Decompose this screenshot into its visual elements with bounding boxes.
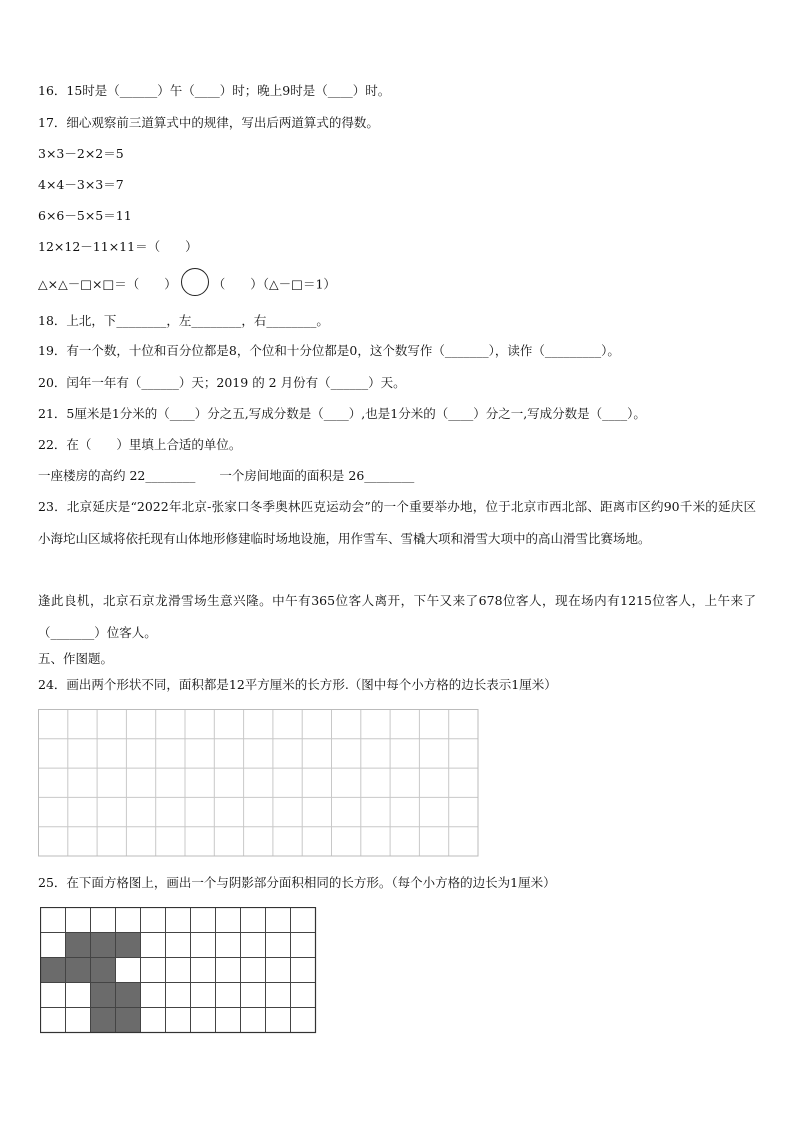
shaded-cell bbox=[91, 1008, 116, 1033]
question-19: 19．有一个数，十位和百分位都是8，个位和十分位都是0，这个数写作（_______），读作（_________）。 bbox=[38, 343, 620, 358]
shaded-cell bbox=[91, 958, 116, 983]
grid-border bbox=[39, 710, 479, 857]
shaded-cell bbox=[41, 958, 66, 983]
question-20: 20．闰年一年有（______）天；2019 的 2 月份有（______）天。 bbox=[38, 375, 406, 390]
question-22-a: 一座楼房的高约 22________ bbox=[38, 468, 196, 483]
shaded-cell bbox=[91, 983, 116, 1008]
question-22-prompt: 22．在（ ）里填上合适的单位。 bbox=[38, 437, 242, 452]
eq5-left: △×△－□×□＝（ ） bbox=[38, 276, 177, 292]
question-16: 16．15时是（______）午（____）时；晚上9时是（____）时。 bbox=[38, 83, 391, 98]
question-17-eq5 bbox=[38, 274, 336, 296]
shaded-cell bbox=[66, 958, 91, 983]
shaded-cell bbox=[116, 1008, 141, 1033]
shaded-cell bbox=[116, 933, 141, 958]
question-21: 21．5厘米是1分米的（____）分之五,写成分数是（____）,也是1分米的（____）分之一,写成分数是（____）。 bbox=[38, 406, 646, 421]
question-22-answers bbox=[38, 467, 414, 485]
shaded-cell bbox=[91, 933, 116, 958]
question-24-prompt: 24．画出两个形状不同，面积都是12平方厘米的长方形.（图中每个小方格的边长表示1厘米） bbox=[38, 677, 557, 692]
section-5-heading: 五、作图题。 bbox=[38, 651, 114, 666]
grid-25[interactable] bbox=[40, 907, 317, 1034]
shaded-cell bbox=[116, 983, 141, 1008]
eq5-right: （ ）（△－□＝1） bbox=[212, 276, 336, 292]
question-23-para1: 23．北京延庆是“2022年北京-张家口冬季奥林匹克运动会”的一个重要举办地，位于北京市西北部、距离市区约90千米的延庆区小海坨山区域将依托现有山体地形修建临时场地设施，用作雪车、雪橇大项和滑雪大项中的高山滑雪比赛场地。 bbox=[38, 499, 756, 546]
question-25-prompt: 25．在下面方格图上，画出一个与阴影部分面积相同的长方形。（每个小方格的边长为1厘米） bbox=[38, 875, 556, 890]
question-17-eq3: 6×6－5×5＝11 bbox=[38, 208, 132, 223]
question-22-b: 一个房间地面的面积是 26________ bbox=[219, 468, 415, 483]
question-17-eq2: 4×4－3×3＝7 bbox=[38, 177, 124, 192]
question-17-eq4: 12×12－11×11＝（ ） bbox=[38, 239, 198, 254]
question-17-prompt: 17．细心观察前三道算式中的规律，写出后两道算式的得数。 bbox=[38, 115, 379, 130]
shaded-cell bbox=[66, 933, 91, 958]
question-17-eq1: 3×3－2×2＝5 bbox=[38, 146, 124, 161]
blank-circle-icon bbox=[181, 268, 209, 296]
question-18: 18．上北，下________，左________，右________。 bbox=[38, 313, 329, 328]
question-23-para2: 逢此良机，北京石京龙滑雪场生意兴隆。中午有365位客人离开，下午又来了678位客人，现在场内有1215位客人，上午来了（_______）位客人。 bbox=[38, 593, 756, 640]
grid-24[interactable] bbox=[38, 709, 480, 857]
